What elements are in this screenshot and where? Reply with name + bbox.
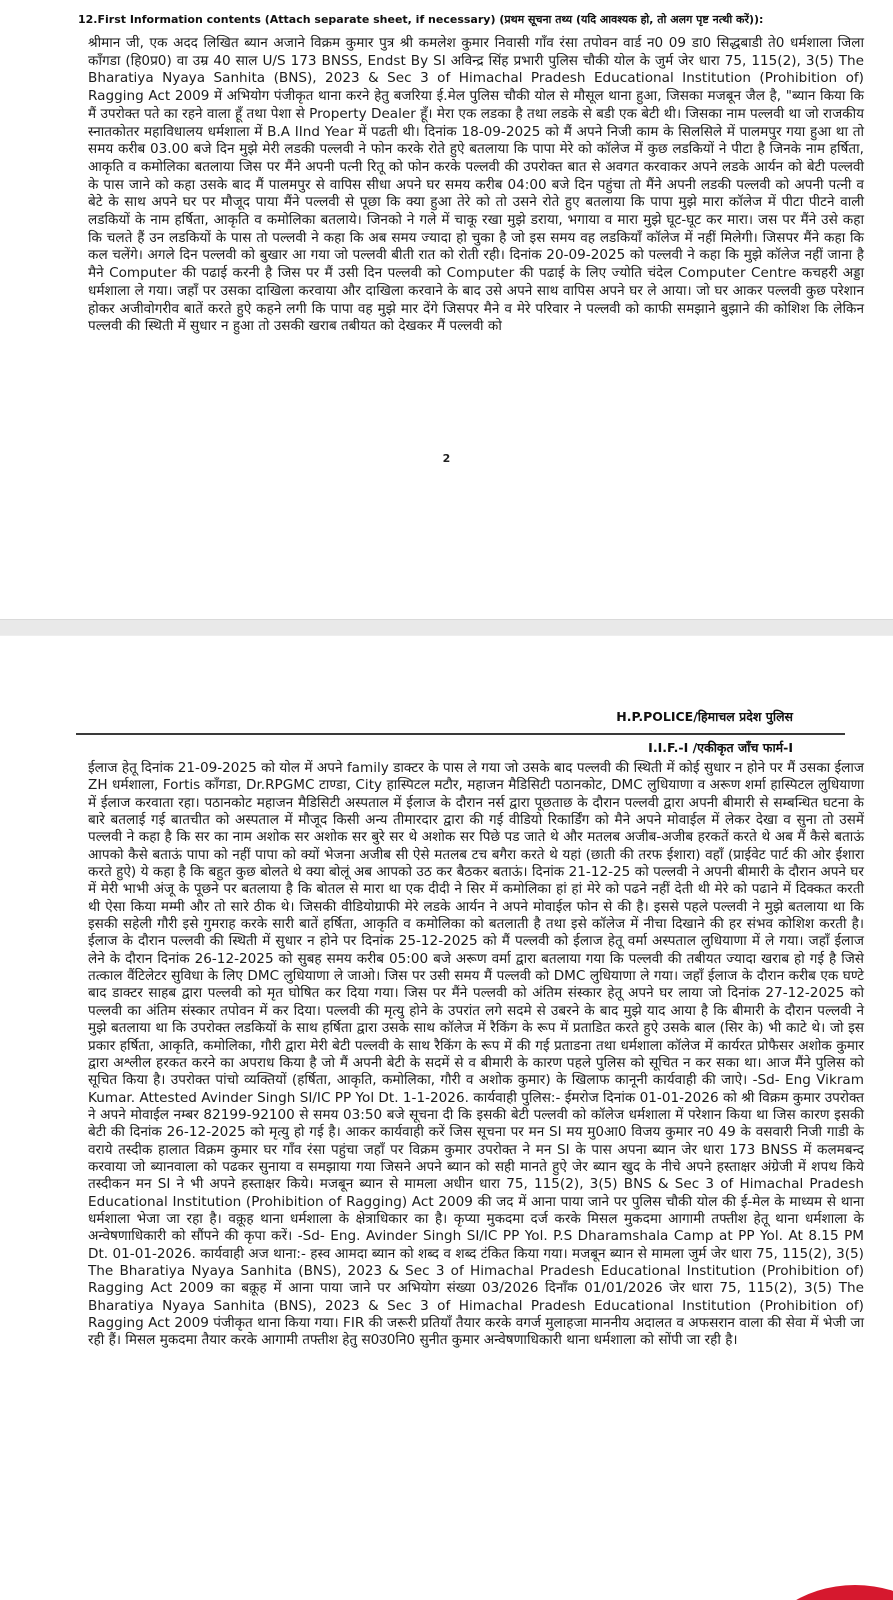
section-12-heading-hindi: (प्रथम सूचना तथ्य (यदि आवश्यक हो, तो अलग पृष्ट नत्थी करें)): [499, 13, 764, 26]
section-12-heading-english: 12.First Information contents (Attach separate sheet, if necessary) [78, 13, 500, 26]
fir-statement-part-1: श्रीमान जी, एक अदद लिखित ब्यान अजाने विक्रम कुमार पुत्र श्री कमलेश कुमार निवासी गाँव रंसा तपोवन वार्ड न0 09 डा0 सिद्धबाडी ते0 धर्मशाला जिला काँगडा (हि0प्र0) वा उम्र 40 साल U/S 173 BNSS, Endst By SI अविन्द्र सिंह प्रभारी पुलिस चौकी योल के जुर्म जेर धारा 75, 115(2), 3(5) The Bharatiya Nyaya Sanhita (BNS), 2023 & Sec 3 of Himachal Pradesh Educational Institution (Prohibition of) Ragging Act 2009 में अभियोग पंजीकृत थाना करने हेतु बजरिया ई.मेल पुलिस चौकी योल से मौसूल थाना हुआ, जिसका मजबून जैल है, "ब्यान किया कि मैं उपरोक्त पते का रहने वाला हूँ तथा पेशा से Property Dealer हूँ। मेरा एक लडका है तथा लडके से बडी एक बेटी थी। जिसका नाम पल्लवी था जो राजकीय स्नातकोतर महाविधालय धर्मशाला में B.A IInd Year में पढती थी। दिनांक 18-09-2025 को मैं अपने निजी काम के सिलसिले में पालमपुर गया हुआ था तो समय करीब 03.00 बजे दिन मुझे मेरी लडकी पल्लवी ने फोन करके रोते हुऐ बतलाया कि पापा मेरे को कॉलेज में कुछ लडकियों ने पीटा है जिनके नाम हर्षिता, आकृति व कमोलिका बतलाया जिस पर मैंने अपनी पत्नी रितू को फोन करके पल्लवी की उपरोक्त बात से अवगत करवाकर अपने लडके आर्यन को बेटी पल्लवी के पास जाने को कहा उसके बाद मैं पालमपुर से वापिस सीधा अपने घर समय करीब 04:00 बजे दिन पहुंचा तो मैंने अपनी लडकी पल्लवी को अपनी पत्नी व बेटे के साथ अपने घर पर मौजूद पाया मैंने पल्लवी से पूछा कि क्या हुआ तेरे को तो उसने रोते हुए बतलाया कि पापा मुझे मारा कॉलेज में पीटा पीटने वाली लडकियों के नाम हर्षिता, आकृति व कमोलिका बतलाये। जिनको ने गले में चाकू रखा मुझे डराया, भगाया व मारा मुझे घूट-घूट कर मारा। जस पर मैंने उसे कहा कि चलते हैं उन लडकियों के पास तो पल्लवी ने कहा कि अब समय ज्यादा हो चुका है जो इस समय वह लडकियाँ कॉलेज में नहीं मिलेगी। जिसपर मैंने कहा कि कल चलेंगे। अगले दिन पल्लवी को बुखार आ गया जो पल्लवी बीती रात को रोती रही। दिनांक 20-09-2025 को पल्लवी ने कहा कि मुझे कॉलेज नहीं जाना है मैने Computer की पढाई करनी है जिस पर मैं उसी दिन पल्लवी को Computer की पढाई के लिए ज्योति चंदेल Computer Centre कचहरी अड्डा धर्मशाला ले गया। जहाँ पर उसका दाखिला करवाया और दाखिला करवाने के बाद उसे अपने साथ वापिस अपने घर ले आया। जो घर आकर पल्लवी कुछ परेशान होकर अजीवोगरीव बातें करते हुऐ कहने लगी कि पापा वह मुझे मार देंगे जिसपर मैने व मेरे परिवार ने पल्लवी को काफी समझाने बुझाने की कोशिश कि लेकिन पल्लवी की स्थिती में सुधार न हुआ तो उसकी खराब तबीयत को देखकर मैं पल्लवी को [88, 35, 864, 335]
page-separator [0, 619, 893, 636]
header-rule-divider [76, 733, 845, 735]
iif-form-label: I.I.F.-I /एकीकृत जाँच फार्म-I [648, 740, 793, 755]
page-number: 2 [442, 452, 451, 465]
hp-police-header: H.P.POLICE/हिमाचल प्रदेश पुलिस [616, 709, 793, 724]
section-12-heading [78, 13, 869, 27]
red-circle-badge [757, 1585, 893, 1600]
fir-statement-part-2: ईलाज हेतू दिनांक 21-09-2025 को योल में अपने family डाक्टर के पास ले गया जो उसके बाद पल्लवी की स्थिती में कोई सुधार न होने पर मैं उसका ईलाज ZH धर्मशाला, Fortis काँगडा, Dr.RPGMC टाण्डा, City हास्पिटल मटौर, महाजन मैडिसिटी पठानकोट, DMC लुधियाणा व अरूण शर्मा हास्पिटल लुधियाणा में ईलाज करवाता रहा। पठानकोट महाजन मैडिसिटी अस्पताल में ईलाज के दौरान नर्स द्वारा पूछताछ के दौरान पल्लवी द्वारा अपनी बीमारी से सम्बन्धित घटना के बारे बतलाई गई बातचीत को अस्पताल में मौजूद किसी अन्य तीमारदार द्वारा की गई वीडियो रिकार्डिंग को मैने अपने मोवाईल में लेकर देखा व सुना तो उसमें पल्लवी ने कहा है कि सर का नाम अशोक सर अशोक सर बुरे सर थे अशोक सर पिछे पड जाते थे और मतलब अजीब-अजीब हरकतें करते थे अब मैं कैसे बताऊं आपको कैसे बताऊं पापा को नहीं पापा को क्यों भेजना अजीब सी ऐसे मतलब टच बगैरा करते थे यहां (छाती की तरफ ईशारा) वहाँ (प्राईवेट पार्ट की ओर ईशारा करते हुऐ) ये कहा है कि बहुत कुछ बोलते थे क्या बोलूं अब आपको उठ कर बैठकर बताऊं। दिनांक 21-12-25 को पल्लवी ने अपनी बीमारी के दौरान अपने घर में मेरी भाभी अंजू के पूछने पर बतलाया है कि बोतल से मारा था एक दीदी ने सिर में कमोलिका हां हां मेरे को पढने नहीं देती थी मेरे को पढाने में दिक्कत करती थी ऐसा किया मम्मी और तो सारे ठीक थे। जिसकी वीडियोग्राफी मेरे लडके आर्यन ने अपने मोवाईल फोन से की है। इससे पहले पल्लवी ने मुझे बतलाया था कि इसकी सहेली गौरी इसे गुमराह करके सारी बातें हर्षिता, आकृति व कमोलिका को बतलाती है तथा इसे कॉलेज में नीचा दिखाने की हर संभव कोशिश करती है। ईलाज के दौरान पल्लवी की स्थिती में सुधार न होने पर दिनांक 25-12-2025 को मैं पल्लवी को ईलाज हेतू वर्मा अस्पताल लुधियाणा में ले गया। जहाँ ईलाज लेने के दौरान दिनांक 26-12-2025 को सुबह समय करीब 05:00 बजे अरूण वर्मा द्वारा बतलाया गया कि पल्लवी की तबीयत ज्यादा खराब हो गई है जिसे तत्काल वैंटिलेटर सुविधा के लिए DMC लुधियाणा ले जाओ। जिस पर उसी समय मैं पल्लवी को DMC लुधियाणा ले गया। जहाँ ईलाज के दौरान करीब एक घण्टे बाद डाक्टर साहब द्वारा पल्लवी को मृत घोषित कर दिया गया। जिस पर मैंने पल्लवी को अंतिम संस्कार हेतू अपने घर लाया जो दिनांक 27-12-2025 को पल्लवी का अंतिम संस्कार तपोवन में कर दिया। पल्लवी की मृत्यु होने के उपरांत लगे सदमे से उबरने के बाद मुझे याद आया है कि बीमारी के दौरान पल्लवी ने मुझे बतलाया था कि उपरोक्त लडकियों के साथ हर्षिता द्वारा उसके साथ कॉलेज में रैकिंग के रूप में प्रताडित करते हुऐ उसके बाल (सिर के) भी काटे थे। जो इस प्रकार हर्षिता, आकृति, कमोलिका, गौरी द्वारा मेरी बेटी पल्लवी के साथ रैकिंग के रूप में की गई प्रताडना तथा धर्मशाला कॉलेज में कार्यरत प्रोफैसर अशोक कुमार द्वारा अश्लील हरकत करने का अपराध किया है जो मैं अपनी बेटी के सदमें से व बीमारी के कारण पहले पुलिस को सूचित न कर सका था। आज मैंने पुलिस को सूचित किया है। उपरोक्त पांचो व्यक्तियों (हर्षिता, आकृति, कमोलिका, गौरी व अशोक कुमार) के खिलाफ कानूनी कार्यवाही की जाऐ। -Sd- Eng Vikram Kumar. Attested Avinder Singh SI/IC PP Yol Dt. 1-1-2026. कार्यवाही पुलिस:- ईमरोज दिनांक 01-01-2026 को श्री विक्रम कुमार उपरोक्त ने अपने मोवाईल नम्बर 82199-92100 से समय 03:50 बजे सूचना दी कि इसकी बेटी पल्लवी को कॉलेज धर्मशाला में परेशान किया था जिस कारण इसकी बेटी की दिनांक 26-12-2025 को मृत्यु हो गई है। आकर कार्यवाही करें जिस सूचना पर मन SI मय मु0आ0 विजय कुमार न0 49 के वसवारी निजी गाडी के वराये तस्दीक हालात विक्रम कुमार घर गाँव रंसा पहुंचा जहाँ पर विक्रम कुमार उपरोक्त ने मन SI के पास अपना ब्यान जेर धारा 173 BNSS में कलमबन्द करवाया जो ब्यानवाला को पढकर सुनाया व समझाया गया जिसने अपने ब्यान को सही मानते हुऐ जेर ब्यान खुद के नीचे अपने हस्ताक्षर अंग्रेजी में शपथ किये तस्दीकन मन SI ने भी अपने हस्ताक्षर किये। मजबून ब्यान से मामला अधीन धारा 75, 115(2), 3(5) BNS & Sec 3 of Himachal Pradesh Educational Institution (Prohibition of Ragging) Act 2009 की जद में आना पाया जाने पर पुलिस चौकी योल की ई-मेल के माध्यम से थाना धर्मशाला भेजा जा रहा है। वक़ूह थाना धर्मशाला के क्षेत्राधिकार का है। कृप्या मुकदमा दर्ज करके मिसल मुकदमा आगामी तफ्तीश हेतू थाना धर्मशाला के अन्वेषणाधिकारी को सौंपने की कृपा करें। -Sd- Eng. Avinder Singh SI/IC PP Yol. P.S Dharamshala Camp at PP Yol. At 8.15 PM Dt. 01-01-2026. कार्यवाही अज थाना:- हस्व आमदा ब्यान को शब्द व शब्द टंकित किया गया। मजबून ब्यान से मामला जुर्म जेर धारा 75, 115(2), 3(5) The Bharatiya Nyaya Sanhita (BNS), 2023 & Sec 3 of Himachal Pradesh Educational Institution (Prohibition of) Ragging Act 2009 का बक़ूह में आना पाया जाने पर अभियोग संख्या 03/2026 दिनाँक 01/01/2026 जेर धारा 75, 115(2), 3(5) The Bharatiya Nyaya Sanhita (BNS), 2023 & Sec 3 of Himachal Pradesh Educational Institution (Prohibition of) Ragging Act 2009 पंजीकृत थाना किया गया। FIR की जरूरी प्रतियाँ तैयार करके वगर्ज मुलाहजा माननीय अदालत व अफसरान वाला की सेवा में भेजी जा रही हैं। मिसल मुकदमा तैयार करके आगामी तफ्तीश हेतु स0उ0नि0 सुनीत कुमार अन्वेषणाधिकारी थाना धर्मशाला को सोंपी जा रही है। [88, 760, 864, 1349]
